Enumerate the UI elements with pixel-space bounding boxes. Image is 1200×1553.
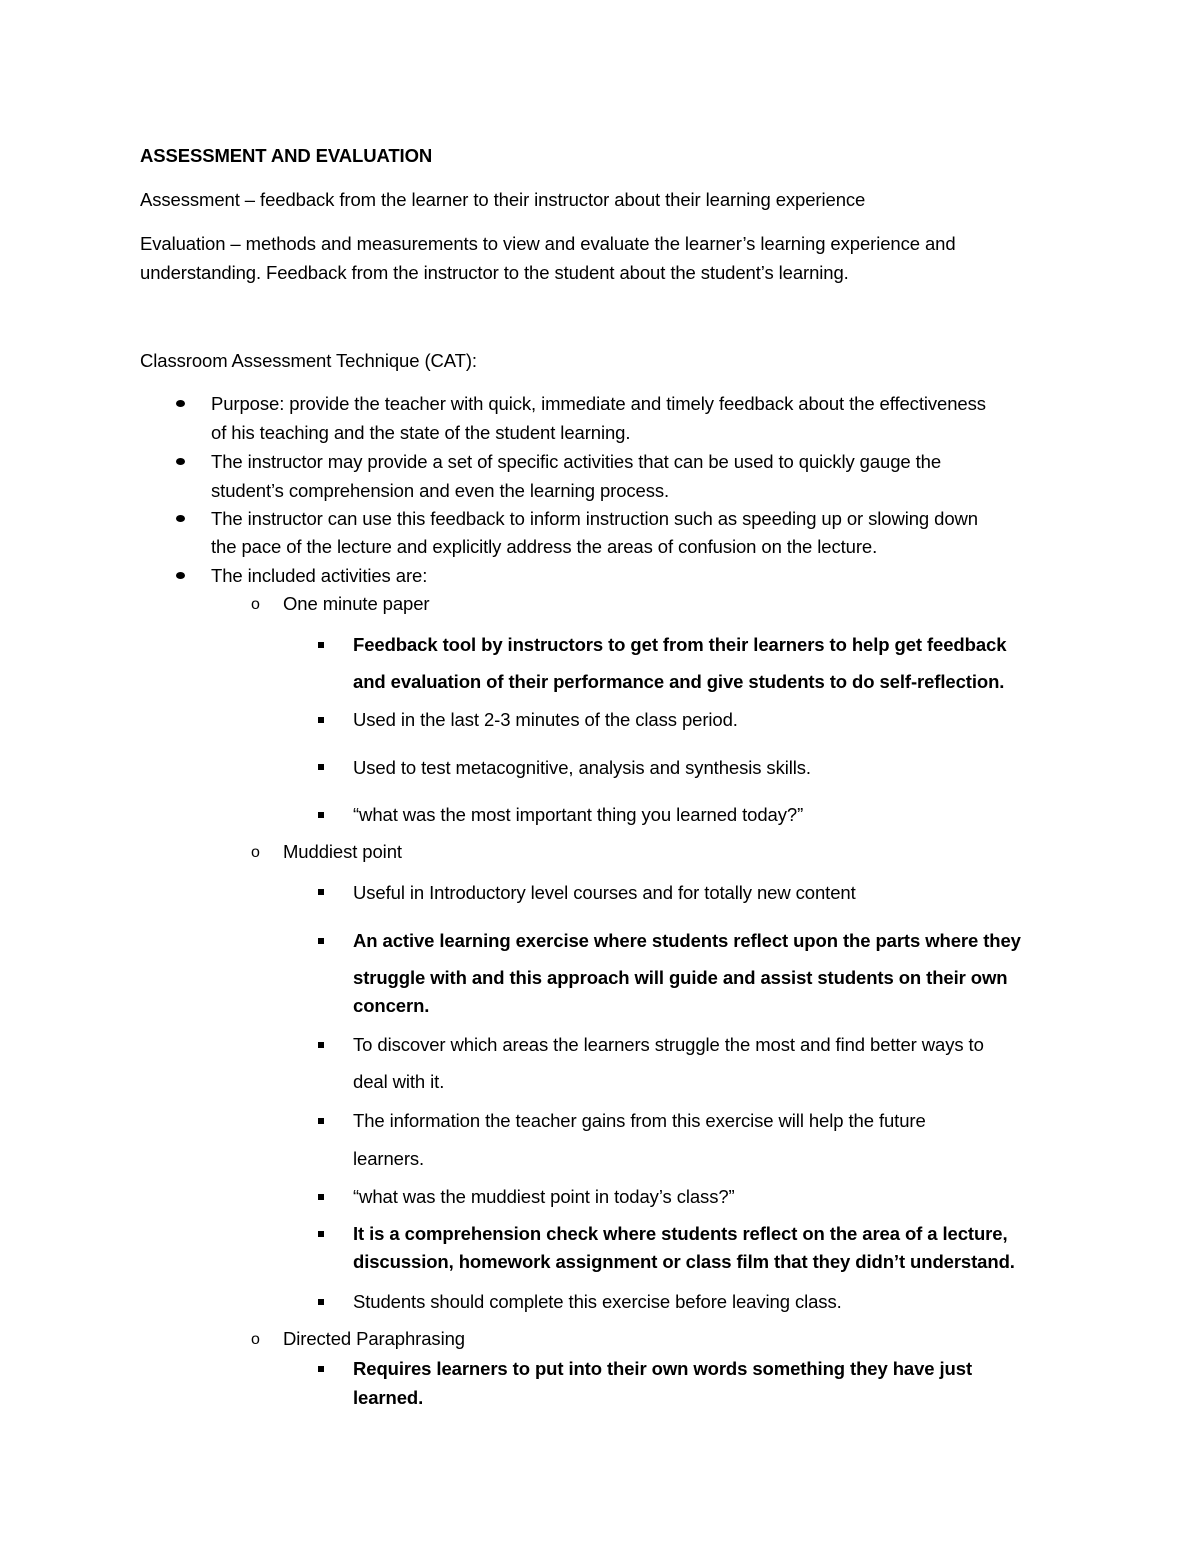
one-minute-item-1-line-1: Feedback tool by instructors to get from their learners to help get feedback [353,634,1007,655]
bullet-feedback-line-1: The instructor can use this feedback to inform instruction such as speeding up or slowing down [211,508,978,529]
muddiest-item-3-line-2: deal with it. [353,1071,445,1092]
muddiest-item-5: “what was the muddiest point in today’s class?” [353,1186,735,1207]
square-bullet-icon [318,938,324,944]
square-bullet-icon [318,812,324,818]
bullet-activities-line-2: student’s comprehension and even the learning process. [211,480,670,501]
square-bullet-icon [318,1118,324,1124]
muddiest-item-1: Useful in Introductory level courses and for totally new content [353,882,856,903]
bullet-purpose-line-1: Purpose: provide the teacher with quick, immediate and timely feedback about the effectiveness [211,393,986,414]
muddiest-item-7: Students should complete this exercise before leaving class. [353,1291,842,1312]
sub-bullet-circle-icon: o [251,596,260,613]
one-minute-item-3: Used to test metacognitive, analysis and synthesis skills. [353,757,811,778]
document-title: ASSESSMENT AND EVALUATION [140,145,433,166]
cat-heading: Classroom Assessment Technique (CAT): [140,350,477,371]
muddiest-item-4-line-2: learners. [353,1148,425,1169]
muddiest-item-6-line-2: discussion, homework assignment or class film that they didn’t understand. [353,1251,1015,1272]
muddiest-item-2-line-2: struggle with and this approach will guide and assist students on their own [353,967,1008,988]
square-bullet-icon [318,1231,324,1237]
square-bullet-icon [318,1366,324,1372]
assessment-definition: Assessment – feedback from the learner to their instructor about their learning experience [140,189,866,210]
bullet-disc-icon [176,572,185,579]
square-bullet-icon [318,717,324,723]
muddiest-item-4-line-1: The information the teacher gains from this exercise will help the future [353,1110,926,1131]
square-bullet-icon [318,1194,324,1200]
bullet-disc-icon [176,515,185,522]
activity-muddiest-point: Muddiest point [283,841,402,862]
paraphrasing-item-1-line-2: learned. [353,1387,424,1408]
bullet-included-activities: The included activities are: [211,565,428,586]
muddiest-item-2-line-1: An active learning exercise where students reflect upon the parts where they [353,930,1021,951]
sub-bullet-circle-icon: o [251,844,260,861]
one-minute-item-2: Used in the last 2-3 minutes of the class period. [353,709,738,730]
paraphrasing-item-1-line-1: Requires learners to put into their own words something they have just [353,1358,973,1379]
evaluation-definition-line-2: understanding. Feedback from the instructor to the student about the student’s learning. [140,262,849,283]
activity-one-minute-paper: One minute paper [283,593,430,614]
square-bullet-icon [318,1299,324,1305]
square-bullet-icon [318,889,324,895]
evaluation-definition-line-1: Evaluation – methods and measurements to view and evaluate the learner’s learning experience and [140,233,956,254]
bullet-activities-line-1: The instructor may provide a set of specific activities that can be used to quickly gauge the [211,451,942,472]
muddiest-item-3-line-1: To discover which areas the learners struggle the most and find better ways to [353,1034,984,1055]
muddiest-item-2-line-3: concern. [353,995,430,1016]
square-bullet-icon [318,764,324,770]
activity-directed-paraphrasing: Directed Paraphrasing [283,1328,465,1349]
bullet-feedback-line-2: the pace of the lecture and explicitly address the areas of confusion on the lecture. [211,536,878,557]
bullet-disc-icon [176,400,185,407]
muddiest-item-6-line-1: It is a comprehension check where students reflect on the area of a lecture, [353,1223,1008,1244]
square-bullet-icon [318,1042,324,1048]
one-minute-item-4: “what was the most important thing you learned today?” [353,804,804,825]
sub-bullet-circle-icon: o [251,1331,260,1348]
bullet-purpose-line-2: of his teaching and the state of the student learning. [211,422,631,443]
one-minute-item-1-line-2: and evaluation of their performance and give students to do self-reflection. [353,671,1005,692]
square-bullet-icon [318,642,324,648]
bullet-disc-icon [176,458,185,465]
